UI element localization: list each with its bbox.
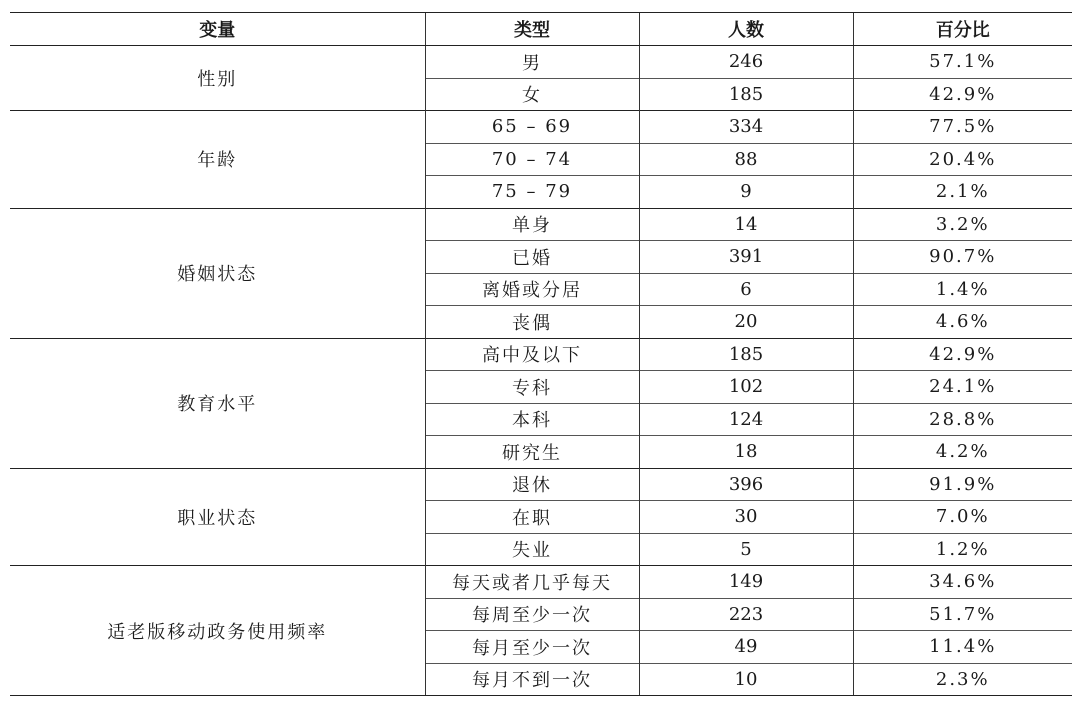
percent-cell: 34.6% — [853, 566, 1072, 599]
type-cell: 在职 — [425, 501, 639, 534]
type-cell: 已婚 — [425, 241, 639, 274]
count-cell: 10 — [639, 663, 853, 696]
percent-cell: 90.7% — [853, 241, 1072, 274]
type-cell: 离婚或分居 — [425, 273, 639, 306]
type-cell: 高中及以下 — [425, 338, 639, 371]
header-variable: 变量 — [10, 13, 425, 46]
percent-cell: 1.2% — [853, 533, 1072, 566]
count-cell: 20 — [639, 306, 853, 339]
count-cell: 185 — [639, 78, 853, 111]
type-cell: 每月至少一次 — [425, 631, 639, 664]
count-cell: 391 — [639, 241, 853, 274]
percent-cell: 4.2% — [853, 436, 1072, 469]
type-cell: 退休 — [425, 468, 639, 501]
header-percent: 百分比 — [853, 13, 1072, 46]
count-cell: 9 — [639, 176, 853, 209]
type-cell: 75 – 79 — [425, 176, 639, 209]
header-type: 类型 — [425, 13, 639, 46]
type-cell: 失业 — [425, 533, 639, 566]
table-row — [10, 468, 1072, 501]
variable-cell: 职业状态 — [10, 468, 425, 566]
count-cell: 88 — [639, 143, 853, 176]
table-header-row — [10, 13, 1072, 46]
count-cell: 223 — [639, 598, 853, 631]
percent-cell: 28.8% — [853, 403, 1072, 436]
count-cell: 149 — [639, 566, 853, 599]
variable-cell: 婚姻状态 — [10, 208, 425, 338]
percent-cell: 3.2% — [853, 208, 1072, 241]
percent-cell: 51.7% — [853, 598, 1072, 631]
type-cell: 每周至少一次 — [425, 598, 639, 631]
type-cell: 70 – 74 — [425, 143, 639, 176]
type-cell: 女 — [425, 78, 639, 111]
table-row — [10, 338, 1072, 371]
count-cell: 30 — [639, 501, 853, 534]
header-count: 人数 — [639, 13, 853, 46]
variable-cell: 适老版移动政务使用频率 — [10, 566, 425, 696]
count-cell: 246 — [639, 46, 853, 79]
percent-cell: 7.0% — [853, 501, 1072, 534]
percent-cell: 42.9% — [853, 338, 1072, 371]
count-cell: 185 — [639, 338, 853, 371]
count-cell: 5 — [639, 533, 853, 566]
type-cell: 研究生 — [425, 436, 639, 469]
type-cell: 每天或者几乎每天 — [425, 566, 639, 599]
type-cell: 丧偶 — [425, 306, 639, 339]
table-row — [10, 46, 1072, 79]
type-cell: 每月不到一次 — [425, 663, 639, 696]
count-cell: 396 — [639, 468, 853, 501]
count-cell: 334 — [639, 111, 853, 144]
type-cell: 65 – 69 — [425, 111, 639, 144]
percent-cell: 77.5% — [853, 111, 1072, 144]
percent-cell: 1.4% — [853, 273, 1072, 306]
variable-cell: 教育水平 — [10, 338, 425, 468]
count-cell: 102 — [639, 371, 853, 404]
type-cell: 单身 — [425, 208, 639, 241]
table-body — [10, 46, 1072, 696]
variable-cell: 性别 — [10, 46, 425, 111]
type-cell: 本科 — [425, 403, 639, 436]
table-row — [10, 208, 1072, 241]
count-cell: 18 — [639, 436, 853, 469]
count-cell: 14 — [639, 208, 853, 241]
percent-cell: 2.1% — [853, 176, 1072, 209]
count-cell: 124 — [639, 403, 853, 436]
table-row — [10, 566, 1072, 599]
type-cell: 男 — [425, 46, 639, 79]
count-cell: 49 — [639, 631, 853, 664]
percent-cell: 4.6% — [853, 306, 1072, 339]
type-cell: 专科 — [425, 371, 639, 404]
percent-cell: 57.1% — [853, 46, 1072, 79]
demographics-table — [10, 12, 1072, 696]
percent-cell: 11.4% — [853, 631, 1072, 664]
count-cell: 6 — [639, 273, 853, 306]
percent-cell: 91.9% — [853, 468, 1072, 501]
percent-cell: 20.4% — [853, 143, 1072, 176]
percent-cell: 2.3% — [853, 663, 1072, 696]
variable-cell: 年龄 — [10, 111, 425, 209]
table-row — [10, 111, 1072, 144]
percent-cell: 42.9% — [853, 78, 1072, 111]
percent-cell: 24.1% — [853, 371, 1072, 404]
